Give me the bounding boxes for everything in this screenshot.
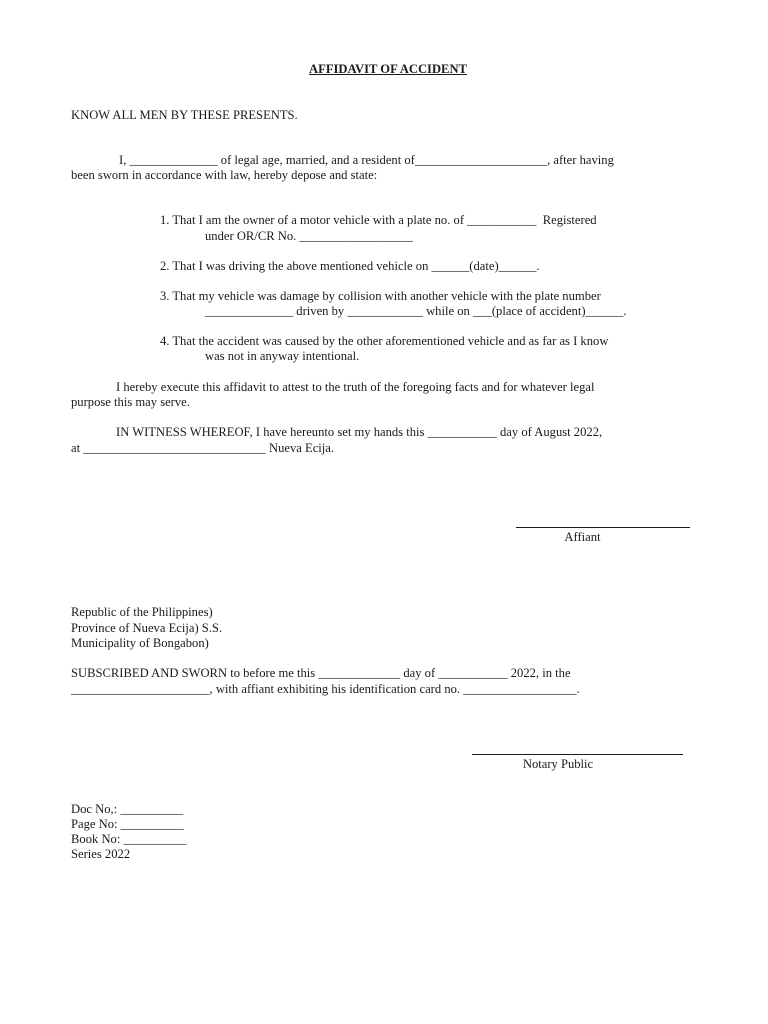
document-title: AFFIDAVIT OF ACCIDENT: [309, 62, 467, 76]
jurat-line-2: ______________________, with affiant exhibiting his identification card no. __________________.: [71, 682, 580, 696]
item-2-line-1: 2. That I was driving the above mentioned vehicle on ______(date)______.: [160, 259, 540, 273]
affiant-label: Affiant: [564, 530, 601, 544]
item-1-line-2: under OR/CR No. __________________: [205, 229, 413, 243]
item-1-line-1: 1. That I am the owner of a motor vehicle with a plate no. of ___________ Registered: [160, 213, 597, 227]
doc-no: Doc No,: __________: [71, 802, 184, 816]
execute-line-1: I hereby execute this affidavit to attest to the truth of the foregoing facts and for whatever legal: [116, 380, 595, 394]
venue-line-2: Province of Nueva Ecija) S.S.: [71, 621, 223, 635]
witness-line-2: at _____________________________ Nueva Ecija.: [71, 441, 335, 455]
opening-line: KNOW ALL MEN BY THESE PRESENTS.: [71, 108, 298, 122]
venue-line-3: Municipality of Bongabon): [71, 636, 209, 650]
affiant-signature-line: [516, 527, 690, 528]
item-4-line-2: was not in anyway intentional.: [205, 349, 360, 363]
intro-line-2: been sworn in accordance with law, hereby depose and state:: [71, 168, 378, 182]
witness-line-1: IN WITNESS WHEREOF, I have hereunto set my hands this ___________ day of August 2022,: [116, 425, 603, 439]
venue-line-1: Republic of the Philippines): [71, 605, 213, 619]
intro-line-1: I, ______________ of legal age, married, and a resident of_____________________, after having: [119, 153, 614, 167]
page-no: Page No: __________: [71, 817, 184, 831]
item-3-line-1: 3. That my vehicle was damage by collision with another vehicle with the plate number: [160, 289, 601, 303]
item-4-line-1: 4. That the accident was caused by the other aforementioned vehicle and as far as I know: [160, 334, 609, 348]
book-no: Book No: __________: [71, 832, 187, 846]
series: Series 2022: [71, 847, 131, 861]
jurat-line-1: SUBSCRIBED AND SWORN to before me this _____________ day of ___________ 2022, in the: [71, 666, 571, 680]
item-3-line-2: ______________ driven by ____________ while on ___(place of accident)______.: [205, 304, 627, 318]
execute-line-2: purpose this may serve.: [71, 395, 190, 409]
notary-signature-line: [472, 754, 683, 755]
notary-public-label: Notary Public: [522, 757, 594, 771]
